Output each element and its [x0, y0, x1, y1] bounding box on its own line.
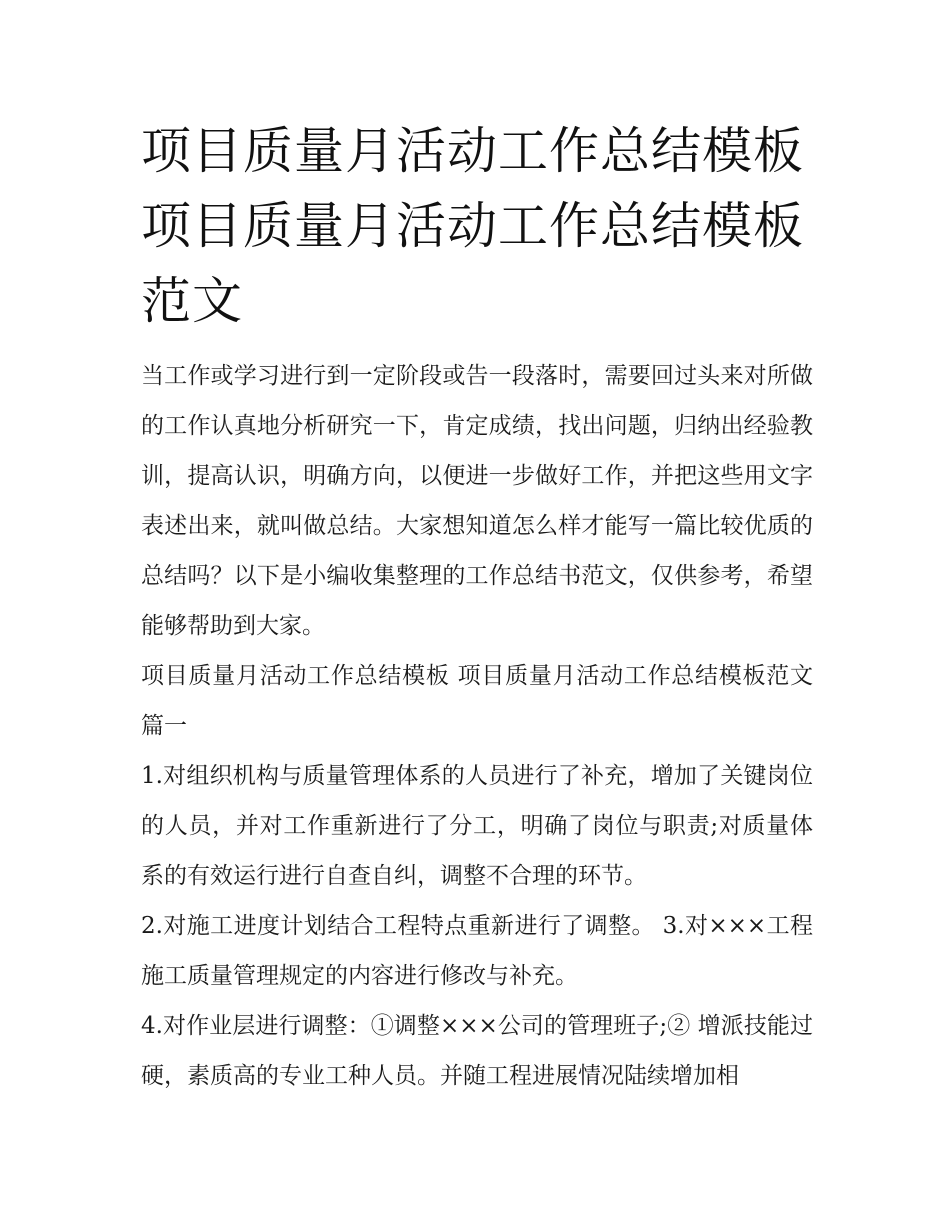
- document-page: [141, 114, 813, 1101]
- intro-paragraph: 当工作或学习进行到一定阶段或告一段落时，需要回过头来对所做的工作认真地分析研究一下，肯定成绩，找出问题，归纳出经验教训，提高认识，明确方向，以便进一步做好工作，并把这些用文字表述出来，就叫做总结。大家想知道怎么样才能写一篇比较优质的总结吗？以下是小编收集整理的工作总结书范文，仅供参考，希望能够帮助到大家。: [141, 363, 813, 639]
- document-title: 项目质量月活动工作总结模板 项目质量月活动工作总结模板范文: [141, 122, 804, 330]
- item-paragraph-1: 1.对组织机构与质量管理体系的人员进行了补充，增加了关键岗位的人员，并对工作重新进行了分工，明确了岗位与职责;对质量体系的有效运行进行自查自纠，调整不合理的环节。: [141, 763, 813, 889]
- item-paragraph-4: 4.对作业层进行调整：①调整×××公司的管理班子;② 增派技能过硬，素质高的专业工种人员。并随工程进展情况陆续增加相: [141, 1013, 813, 1089]
- item-paragraph-2-3: 2.对施工进度计划结合工程特点重新进行了调整。 3.对×××工程施工质量管理规定的内容进行修改与补充。: [141, 913, 813, 989]
- section-heading: 项目质量月活动工作总结模板 项目质量月活动工作总结模板范文篇一: [141, 663, 813, 739]
